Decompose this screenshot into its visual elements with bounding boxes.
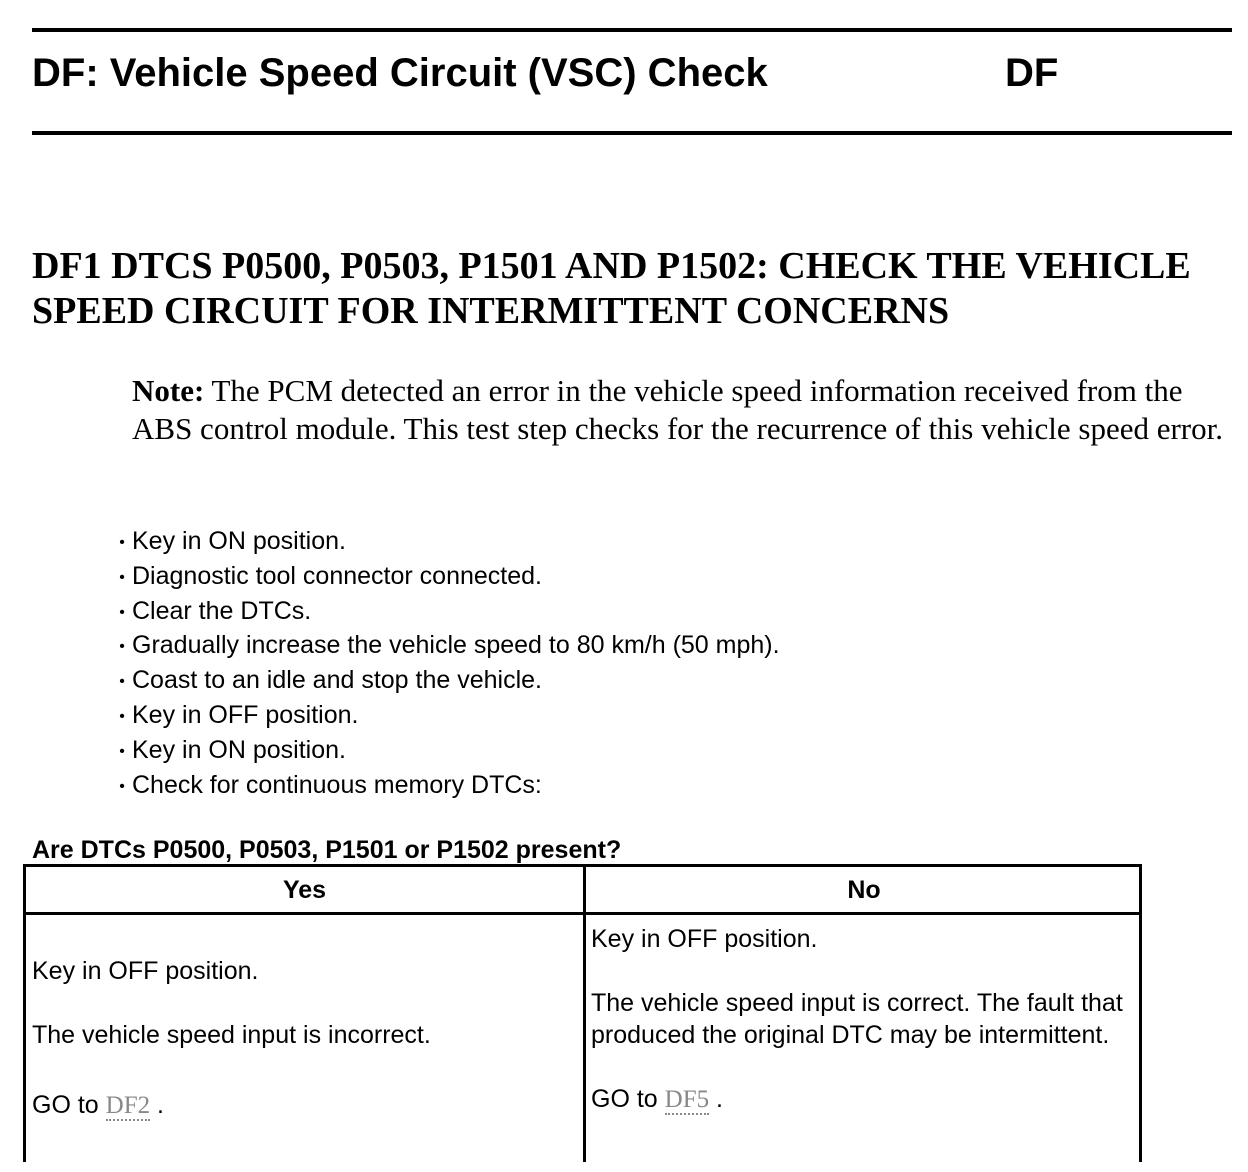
yes-key-off-text: Key in OFF position. bbox=[32, 957, 259, 985]
goto-df5-link[interactable]: DF5 bbox=[664, 1086, 710, 1113]
no-cell bbox=[591, 923, 1139, 1116]
instruction-item bbox=[112, 525, 780, 560]
instruction-item bbox=[112, 629, 780, 664]
step-heading: DF1 DTCS P0500, P0503, P1501 AND P1502: CHECK THE VEHICLE SPEED CIRCUIT FOR INTERMITTENT CONCERNS bbox=[32, 245, 1191, 332]
yes-cell bbox=[32, 955, 572, 1122]
bullet-icon: • bbox=[119, 742, 125, 760]
instruction-list bbox=[112, 525, 780, 803]
instruction-text: Gradually increase the vehicle speed to 80 km/h (50 mph). bbox=[132, 631, 780, 660]
decision-table bbox=[23, 864, 1142, 1162]
no-column-header: No bbox=[847, 876, 881, 904]
instruction-text: Key in ON position. bbox=[132, 735, 346, 764]
yes-result-text: The vehicle speed input is incorrect. bbox=[32, 1021, 431, 1049]
goto-suffix: . bbox=[150, 1091, 165, 1119]
instruction-text: Diagnostic tool connector connected. bbox=[132, 561, 542, 590]
instruction-item bbox=[112, 769, 780, 804]
goto-prefix: GO to bbox=[32, 1091, 106, 1119]
instruction-item bbox=[112, 699, 780, 734]
instruction-text: Check for continuous memory DTCs: bbox=[132, 770, 542, 799]
bullet-icon: • bbox=[119, 534, 125, 551]
bullet-icon: • bbox=[119, 673, 125, 691]
instruction-item bbox=[112, 560, 780, 595]
yes-column-header: Yes bbox=[282, 876, 327, 904]
yes-goto-line bbox=[32, 1089, 572, 1122]
instruction-text: Key in ON position. bbox=[132, 527, 346, 555]
goto-df2-link[interactable]: DF2 bbox=[105, 1092, 151, 1119]
instruction-text: Coast to an idle and stop the vehicle. bbox=[132, 666, 542, 695]
instruction-item bbox=[112, 664, 780, 699]
bullet-icon: • bbox=[119, 568, 125, 586]
bullet-icon: • bbox=[119, 777, 125, 795]
note-paragraph bbox=[132, 372, 1227, 448]
note-text: The PCM detected an error in the vehicle speed information received from the ABS control module. This test step checks for the recurrence of this vehicle speed error. bbox=[132, 373, 1223, 446]
note-label: Note: bbox=[132, 373, 205, 408]
bullet-icon: • bbox=[119, 603, 125, 621]
no-result-text: The vehicle speed input is correct. The fault that produced the original DTC may be intermittent. bbox=[591, 989, 1123, 1049]
bullet-icon: • bbox=[119, 638, 125, 656]
goto-suffix: . bbox=[709, 1085, 724, 1113]
page-title: DF: Vehicle Speed Circuit (VSC) Check bbox=[32, 51, 768, 95]
instruction-text: Clear the DTCs. bbox=[132, 596, 312, 625]
instruction-text: Key in OFF position. bbox=[132, 700, 359, 729]
no-goto-line bbox=[591, 1083, 1139, 1116]
instruction-item bbox=[112, 595, 780, 630]
decision-question: Are DTCs P0500, P0503, P1501 or P1502 present? bbox=[32, 836, 622, 864]
header-top-rule bbox=[32, 28, 1232, 32]
no-key-off-text: Key in OFF position. bbox=[591, 925, 818, 953]
goto-prefix: GO to bbox=[591, 1085, 665, 1113]
bullet-icon: • bbox=[119, 707, 125, 725]
header-bottom-rule bbox=[32, 131, 1232, 135]
section-code: DF bbox=[1005, 51, 1059, 95]
header-divider bbox=[26, 912, 1139, 915]
instruction-item bbox=[112, 734, 780, 769]
